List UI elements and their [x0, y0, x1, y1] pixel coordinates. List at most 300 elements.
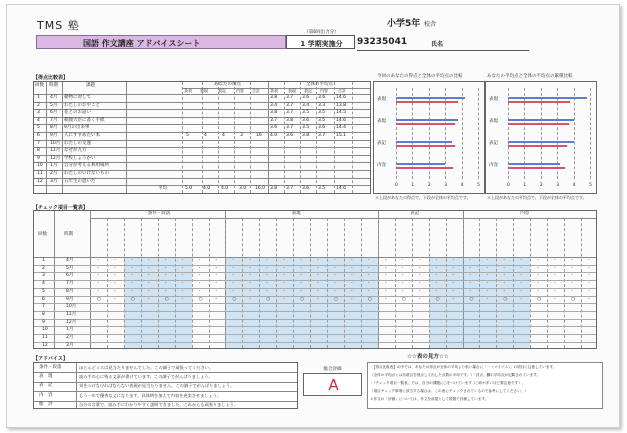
check-mark: -: [554, 258, 556, 263]
own-score-cell: 3: [240, 133, 243, 138]
check-month-cell: 4月: [66, 258, 74, 263]
month-cell: 5月: [50, 102, 58, 108]
check-mark: -: [113, 296, 116, 302]
round-cell: 3: [37, 110, 40, 116]
check-mark: -: [215, 281, 218, 287]
month-cell: 7月: [50, 117, 58, 123]
chart-bar-average: [396, 123, 455, 125]
sub-header: 表記: [218, 88, 226, 93]
check-header-line: [90, 218, 596, 219]
check-col-line: [209, 218, 210, 348]
month-cell: 3月: [50, 178, 58, 184]
month-cell: 6月: [50, 110, 58, 116]
check-mark: -: [300, 273, 302, 279]
sub-header: 合計: [338, 88, 346, 93]
check-mark: -: [130, 258, 133, 263]
check-mark: -: [215, 273, 218, 279]
advice-label: 内 容: [39, 392, 53, 398]
check-mark: -: [96, 288, 99, 294]
check-mark: -: [350, 265, 353, 271]
topic-cell: 9月の出来事: [64, 125, 90, 131]
chart-category-label: 内容: [377, 163, 386, 168]
advice-table: [33, 362, 298, 409]
avg-score-cell: 3.4: [270, 102, 278, 108]
score-col-line: [284, 82, 285, 193]
topic-cell: なぜが九方: [64, 148, 87, 154]
check-mark: -: [283, 296, 285, 302]
score-col-line: [62, 82, 63, 193]
check-col-line: [547, 218, 548, 348]
term-value: 1 学期実施分: [300, 40, 343, 48]
check-mark: -: [147, 265, 150, 271]
check-mark: -: [452, 258, 455, 263]
check-col-line: [107, 218, 108, 348]
check-round-cell: 9: [42, 319, 45, 325]
topic-cell: 花とのお話い: [64, 110, 91, 116]
check-mark: -: [232, 258, 235, 263]
check-row-line: [34, 319, 596, 320]
check-col-line: [310, 218, 311, 348]
advice-text: 自分の言葉で、読み手にわかりやすく説明できました。これからも頑張りましょう。: [79, 402, 239, 408]
check-mark: -: [503, 273, 505, 279]
sub-header: 表現: [288, 88, 296, 93]
check-mark: -: [435, 281, 438, 287]
check-mark: -: [232, 273, 235, 279]
check-mark: -: [520, 296, 522, 302]
check-mark: -: [198, 258, 201, 263]
avg-score-header: 全体の平均点: [306, 82, 333, 87]
check-mark: -: [571, 281, 573, 287]
topic-cell: 朝顔大臣に書く手紙: [64, 117, 105, 123]
check-mark: -: [317, 258, 319, 263]
check-mark: -: [418, 281, 421, 287]
check-row-line: [34, 342, 596, 343]
check-mark: ○: [334, 296, 338, 302]
check-mark: -: [418, 258, 421, 263]
chart-bar-own: [396, 119, 458, 121]
check-mark: -: [571, 288, 573, 294]
chart-bar-own: [508, 97, 587, 99]
col-month-header: 時期: [49, 83, 58, 88]
check-mark: ○: [401, 296, 406, 302]
round-cell: 9: [37, 155, 40, 161]
check-month-cell: 8月: [66, 288, 74, 294]
chart1-note: ＊上段があなたの得点で、下段が全体の平均点です。: [375, 195, 471, 200]
round-cell: 7: [37, 140, 40, 146]
check-mark: -: [96, 273, 99, 279]
check-mark: -: [367, 281, 370, 287]
advice-label: 条件・段落: [39, 364, 62, 370]
col-round-header: 回数: [35, 83, 44, 88]
check-mark: -: [350, 288, 353, 294]
check-mark: -: [283, 281, 285, 287]
chart-bar-own: [396, 163, 445, 165]
student-id: 93235041: [357, 37, 408, 47]
score-col-line: [352, 82, 353, 193]
check-mark: -: [418, 288, 421, 294]
term-box: [286, 30, 355, 49]
topic-cell: 学校しょうかい: [64, 155, 96, 161]
legend-line: ・【得点比較表】の中では、あなたの得点が全体の平均より低い場合に「－（マイナス）」の項目に注意しています。: [370, 365, 557, 369]
check-mark: ○: [232, 296, 237, 302]
check-round-cell: 2: [42, 265, 45, 271]
check-mark: -: [418, 265, 421, 271]
check-row-line: [34, 265, 596, 266]
check-mark: -: [537, 258, 539, 263]
check-mark: -: [554, 273, 556, 279]
check-mark: ○: [266, 296, 271, 302]
chart-tick-label: 3: [556, 183, 560, 188]
grade-label: 小学5年: [387, 19, 421, 29]
sub-header: 表現: [200, 88, 208, 93]
check-mark: -: [486, 265, 489, 271]
check-mark: -: [469, 281, 472, 287]
check-mark: -: [181, 288, 184, 294]
check-mark: -: [147, 273, 150, 279]
check-round-cell: 7: [42, 304, 45, 310]
round-cell: 8: [37, 148, 40, 154]
avg-score-cell: 3.6: [318, 125, 326, 131]
check-mark: -: [266, 265, 268, 271]
chart-category-label: 表記: [489, 141, 498, 146]
check-col-line: [344, 218, 345, 348]
score-col-line: [218, 82, 219, 193]
average-label: 平均: [158, 186, 167, 192]
chart-bar-average: [396, 101, 458, 103]
check-col-line: [225, 218, 226, 348]
check-mark: -: [181, 296, 184, 302]
check-round-header: 回数: [38, 232, 47, 237]
legend-title: ☆☆表の見方☆☆: [407, 354, 449, 360]
score-col-line: [250, 82, 251, 193]
check-mark: -: [334, 288, 336, 294]
check-mark: -: [334, 273, 336, 279]
check-mark: ○: [469, 296, 474, 302]
check-mark: -: [113, 273, 116, 279]
check-mark: -: [588, 265, 590, 271]
check-mark: -: [452, 265, 455, 271]
check-mark: -: [452, 288, 455, 294]
check-mark: -: [554, 296, 556, 302]
check-mark: -: [367, 265, 370, 271]
legend-line: （項目チェック事項に該当する場合は、この表にチェックされているので参考にしてください。）: [370, 389, 528, 393]
chart-gridline: [590, 88, 591, 179]
check-mark: -: [418, 273, 421, 279]
check-mark: -: [232, 281, 235, 287]
own-average-cell: 4.0: [221, 186, 229, 192]
month-cell: 10月: [50, 140, 61, 146]
check-row-line: [34, 272, 596, 273]
check-row-line: [34, 303, 596, 304]
topic-cell: 自分が考える利用場所: [64, 163, 109, 169]
check-col-line: [242, 218, 243, 348]
check-col-line: [412, 218, 413, 348]
check-mark: -: [384, 281, 387, 287]
check-mark: -: [130, 288, 133, 294]
term-caption: （第6回出力分）: [304, 30, 339, 35]
topic-cell: 五年生の思いだ: [64, 178, 96, 184]
check-col-line: [124, 218, 125, 348]
chart1: [373, 81, 485, 194]
col-topic-header: 課題: [86, 83, 95, 88]
avg-score-cell: 3.5: [318, 110, 326, 116]
check-month-header: 時期: [64, 232, 73, 237]
score-col-line: [182, 82, 183, 193]
check-col-line: [564, 218, 565, 348]
check-month-cell: 6月: [66, 273, 74, 279]
score-col-line: [202, 82, 203, 193]
check-mark: -: [486, 281, 489, 287]
check-col-line: [496, 218, 497, 348]
score-table: [33, 81, 371, 194]
check-mark: -: [147, 258, 150, 263]
chart-bar-average: [396, 167, 453, 169]
avg-score-cell: 14.5: [336, 110, 347, 116]
check-mark: -: [215, 288, 218, 294]
check-mark: ○: [300, 296, 305, 302]
check-mark: -: [384, 265, 387, 271]
total-average-cell: 3.6: [302, 186, 310, 192]
check-mark: -: [130, 273, 133, 279]
campus-label: 校舎: [424, 21, 437, 28]
check-month-cell: 10月: [66, 304, 77, 310]
check-mark: -: [130, 265, 133, 271]
chart-tick-label: 1: [523, 183, 527, 188]
check-mark: -: [520, 258, 522, 263]
check-mark: -: [300, 288, 302, 294]
check-mark: -: [435, 273, 438, 279]
check-col-line: [429, 218, 430, 348]
check-mark: -: [215, 265, 218, 271]
check-mark: -: [452, 296, 455, 302]
chart-tick-label: 3: [444, 183, 448, 188]
check-mark: -: [283, 273, 285, 279]
check-mark: -: [317, 265, 319, 271]
check-mark: -: [401, 265, 404, 271]
check-mark: -: [435, 265, 438, 271]
check-mark: -: [350, 273, 353, 279]
check-mark: -: [113, 258, 116, 263]
check-round-cell: 1: [42, 258, 45, 263]
chart2: [485, 81, 597, 194]
check-mark: -: [418, 296, 421, 302]
check-mark: ○: [198, 296, 203, 302]
check-col-line: [378, 218, 379, 348]
chart-bar-own: [396, 97, 465, 99]
check-col-line: [293, 218, 294, 348]
topic-cell: わたしの文運: [64, 140, 91, 146]
check-mark: -: [401, 281, 404, 287]
check-round-cell: 4: [42, 281, 45, 287]
check-mark: -: [249, 258, 251, 263]
check-mark: -: [181, 265, 184, 271]
check-mark: -: [249, 281, 251, 287]
check-col-line: [327, 218, 328, 348]
check-mark: -: [384, 258, 387, 263]
topic-cell: わたしのいけないもの: [64, 171, 109, 176]
check-mark: -: [232, 265, 235, 271]
check-col-line: [581, 218, 582, 348]
chart-bar-average: [396, 145, 455, 147]
advice-label: 表 現: [39, 373, 53, 379]
check-month-cell: 5月: [66, 265, 74, 271]
own-score-cell: 5: [186, 133, 189, 138]
avg-score-cell: 3.7: [318, 133, 326, 138]
check-mark: -: [181, 281, 184, 287]
avg-score-cell: 4.0: [270, 133, 278, 138]
check-mark: -: [503, 258, 505, 263]
chart-bar-own: [508, 119, 574, 121]
chart-tick-label: 0: [395, 183, 398, 188]
check-row-line: [34, 296, 596, 297]
sub-header: 内容: [320, 88, 328, 93]
own-average-cell: 5.0: [185, 186, 193, 192]
avg-score-cell: 3.6: [270, 125, 278, 131]
check-col-line: [361, 218, 362, 348]
overall-grade-box: [303, 373, 362, 396]
sub-header: 合計: [252, 88, 260, 93]
avg-score-cell: 14.6: [336, 95, 347, 100]
check-mark: -: [384, 296, 387, 302]
advice-text: 読み手の心に残る文章が書けています。この調子でがんばりましょう。: [79, 373, 213, 379]
check-col-line: [192, 218, 193, 348]
check-mark: -: [503, 288, 505, 294]
check-mark: -: [266, 258, 268, 263]
check-mark: -: [181, 273, 184, 279]
chart-tick-label: 4: [460, 183, 464, 188]
chart-bar-own: [396, 141, 452, 143]
check-mark: -: [283, 258, 285, 263]
check-mark: -: [198, 288, 201, 294]
check-mark: -: [554, 281, 556, 287]
score-section-title: 【得点比較表】: [33, 75, 69, 81]
check-group-header: 表記: [410, 211, 420, 216]
check-col-line: [530, 218, 531, 348]
sub-header: 条表: [184, 88, 192, 93]
total-average-cell: 14.6: [336, 186, 347, 192]
topic-cell: 動物に対して: [64, 95, 91, 100]
check-mark: -: [198, 265, 201, 271]
checklist-section-title: 【チェック項目一覧表】: [33, 205, 88, 211]
chart-category-label: 表記: [377, 141, 386, 146]
check-round-cell: 11: [42, 335, 48, 340]
check-mark: -: [350, 281, 353, 287]
round-cell: 1: [37, 95, 40, 100]
check-mark: -: [401, 288, 404, 294]
check-mark: -: [452, 273, 455, 279]
avg-score-cell: 15.1: [336, 133, 347, 138]
check-mark: -: [266, 281, 268, 287]
legend-box: [367, 362, 603, 409]
check-mark: -: [537, 288, 539, 294]
check-mark: -: [249, 265, 251, 271]
check-mark: -: [537, 265, 539, 271]
check-group-header: 条件・段落: [147, 211, 171, 216]
own-score-cell: 4: [222, 133, 225, 138]
chart-tick-label: 5: [477, 183, 480, 188]
check-mark: -: [469, 288, 472, 294]
check-mark: -: [334, 258, 336, 263]
check-round-cell: 10: [42, 327, 48, 333]
checklist-table: [33, 210, 597, 349]
check-mark: -: [266, 288, 268, 294]
check-mark: -: [164, 288, 167, 294]
check-mark: -: [113, 288, 116, 294]
check-mark: -: [486, 258, 489, 263]
check-mark: -: [486, 288, 489, 294]
check-mark: -: [554, 288, 556, 294]
avg-score-cell: 3.7: [270, 117, 278, 123]
score-col-line: [46, 82, 47, 193]
check-mark: -: [520, 273, 522, 279]
topic-cell: わたしのおやこと: [64, 102, 100, 108]
check-mark: -: [469, 273, 472, 279]
check-month-cell: 12月: [66, 319, 77, 325]
own-score-cell: 16: [256, 133, 262, 138]
name-underline: [357, 50, 529, 51]
check-mark: ○: [367, 296, 372, 302]
score-col-line: [126, 82, 127, 193]
chart-bar-average: [508, 123, 569, 125]
sub-header: 条表: [270, 88, 278, 93]
score-col-line: [268, 82, 269, 193]
check-mark: -: [435, 288, 438, 294]
chart-bar-own: [508, 141, 574, 143]
check-mark: -: [537, 281, 539, 287]
check-round-cell: 12: [42, 342, 48, 348]
own-average-cell: 4.0: [203, 186, 211, 192]
score-col-line: [300, 82, 301, 193]
check-mark: -: [96, 281, 99, 287]
check-group-header: 表現: [291, 211, 301, 216]
check-mark: ○: [435, 296, 440, 302]
check-month-cell: 2月: [66, 335, 74, 340]
check-mark: -: [588, 258, 590, 263]
total-average-cell: 3.8: [270, 186, 278, 192]
sub-header: 内容: [236, 88, 244, 93]
check-mark: -: [384, 288, 387, 294]
check-mark: -: [588, 296, 590, 302]
avg-score-cell: 3.6: [286, 133, 294, 138]
chart-gridline: [574, 88, 575, 179]
check-mark: -: [113, 265, 116, 271]
check-mark: -: [283, 288, 285, 294]
check-col-line: [395, 218, 396, 348]
check-mark: -: [147, 281, 150, 287]
chart-category-label: 表現: [377, 97, 386, 102]
check-row-line: [34, 288, 596, 289]
chart2-title: あなたの平均点と全体の平均点の累積比較: [487, 74, 573, 79]
advice-label: 総 評: [39, 402, 53, 408]
check-mark: -: [503, 281, 505, 287]
month-cell: 11月: [50, 148, 61, 154]
check-mark: ○: [130, 296, 135, 302]
round-cell: 2: [37, 102, 40, 108]
check-month-cell: 11月: [66, 311, 77, 317]
chart-tick-label: 2: [427, 183, 431, 188]
check-mark: -: [435, 258, 438, 263]
chart-tick-label: 0: [507, 183, 510, 188]
advice-section-title: 【アドバイス】: [33, 356, 68, 362]
check-mark: -: [469, 258, 472, 263]
check-mark: -: [96, 258, 99, 263]
check-mark: -: [215, 296, 218, 302]
chart-bar-own: [508, 163, 560, 165]
avg-score-cell: 3.7: [286, 102, 294, 108]
check-mark: -: [300, 258, 302, 263]
check-mark: -: [164, 281, 167, 287]
check-month-cell: 3月: [66, 342, 74, 348]
